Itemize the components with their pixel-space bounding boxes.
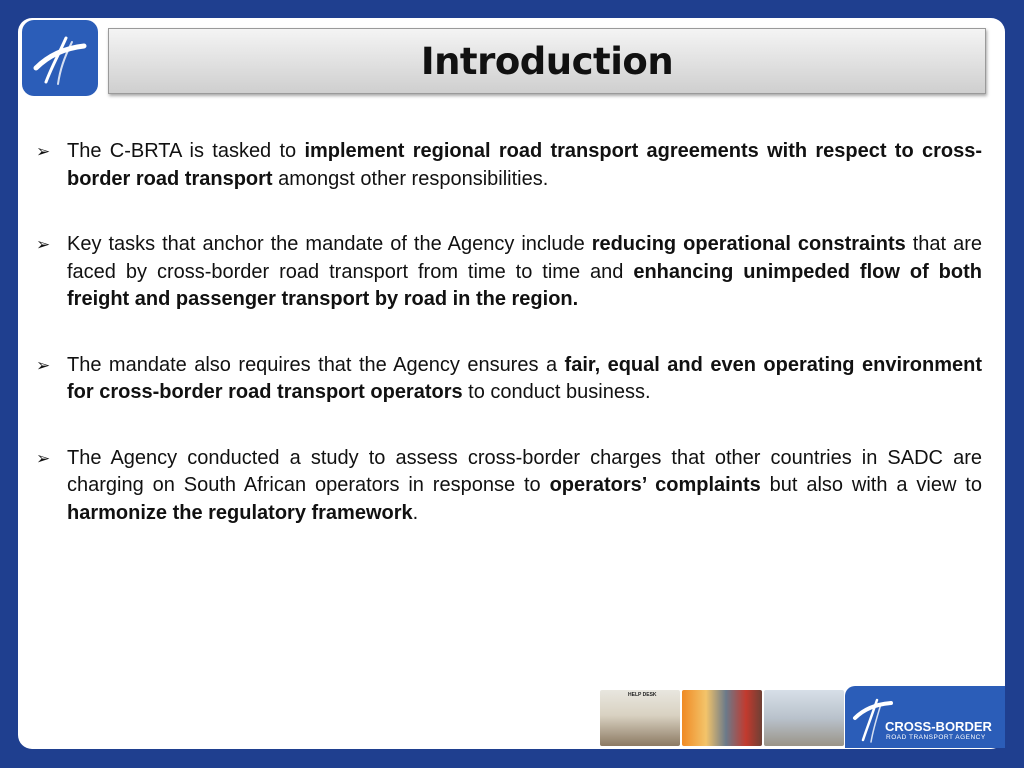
text-segment: The Agency conducted a study to assess cross-border charges that other countries in SADC are charging on South African operators in response to: [67, 446, 982, 496]
text-segment: .: [412, 501, 419, 524]
help-desk-sign: HELP DESK: [628, 692, 657, 698]
title-bar: [108, 28, 986, 94]
text-segment: The mandate also requires that the Agency ensures a: [67, 353, 565, 376]
help-desk-photo: [600, 690, 680, 746]
bullet-item: [36, 445, 982, 528]
border-post-photo: [764, 690, 844, 746]
bold-segment: fair, equal and even operating environment for cross-border road transport operators: [67, 353, 982, 403]
bullet-text: [67, 354, 982, 404]
bullet-text: [67, 233, 982, 310]
bullet-item: [36, 138, 982, 193]
text-segment: but also with a view to: [760, 474, 982, 496]
arrow-bullet-icon: ➢: [36, 448, 51, 468]
bold-segment: enhancing unimpeded flow of both freight and passenger transport by road in the region.: [67, 260, 982, 310]
bullet-item: [36, 231, 982, 314]
bullet-list: [36, 138, 982, 565]
bold-segment: operators’ complaints: [549, 474, 761, 496]
bullet-text: [67, 140, 982, 190]
text-segment: to conduct business.: [462, 381, 651, 403]
page-title: Introduction: [420, 39, 674, 83]
text-segment: amongst other responsibilities.: [272, 167, 549, 190]
bold-segment: reducing operational constraints: [591, 233, 906, 255]
arrow-bullet-icon: ➢: [36, 142, 51, 161]
arrow-bullet-icon: ➢: [36, 355, 51, 375]
text-segment: that are faced by cross-border road transport from time to time and: [67, 233, 982, 283]
cbrta-logo-icon: [22, 20, 98, 96]
bold-segment: implement regional road transport agreements with respect to cross-border road transport: [67, 140, 982, 190]
arrow-bullet-icon: ➢: [36, 235, 51, 254]
brand-subtitle: ROAD TRANSPORT AGENCY: [886, 734, 986, 741]
bullet-item: [36, 352, 982, 407]
text-segment: Key tasks that anchor the mandate of the Agency include: [67, 233, 592, 255]
brand-name: CROSS-BORDER: [885, 719, 992, 734]
inspection-photo: [682, 690, 762, 746]
bold-segment: harmonize the regulatory framework: [67, 501, 413, 524]
text-segment: The C-BRTA is tasked to: [67, 140, 305, 162]
bullet-text: [67, 447, 982, 524]
